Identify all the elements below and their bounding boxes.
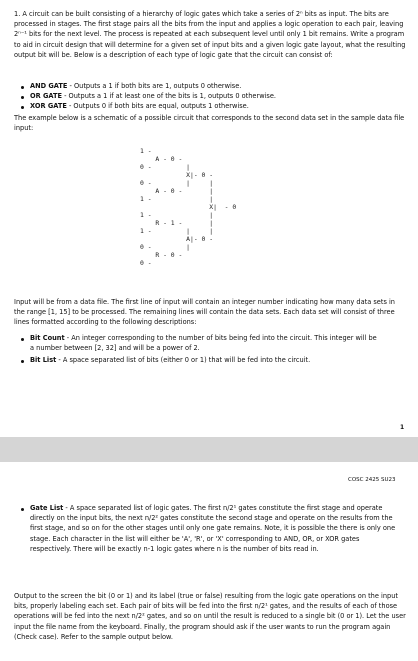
- bullet-icon: [21, 508, 24, 511]
- schematic-line: A - 0 -: [140, 155, 183, 163]
- bullet-icon: [21, 360, 24, 363]
- bullet-icon: [21, 96, 24, 99]
- bullet-icon: [21, 106, 24, 109]
- schematic-line: 0 - |: [140, 243, 191, 251]
- schematic-line: A - 0 - |: [140, 187, 214, 195]
- schematic-line: A|- 0 -: [140, 235, 214, 243]
- bit-count-item: Bit Count - An integer corresponding to the number of bits being fed into the circuit. This integer will be a number between [2, 32] and will be a power of 2.: [30, 334, 377, 353]
- example-intro: The example below is a schematic of a possible circuit that corresponds to the second data set in the sample data file input:: [14, 114, 405, 133]
- course-header: COSC 2425 SU23: [348, 477, 396, 483]
- bit-list-item: Bit List - A space separated list of bits (either 0 or 1) that will be fed into the circuit.: [30, 356, 311, 364]
- schematic-line: 1 -: [140, 147, 152, 155]
- schematic-line: X| - 0: [140, 203, 237, 211]
- circuit-schematic: [140, 147, 236, 267]
- schematic-line: 0 - | |: [140, 179, 214, 187]
- page-number: 1: [400, 424, 405, 431]
- schematic-line: 1 - |: [140, 211, 214, 219]
- schematic-line: 1 - | |: [140, 227, 214, 235]
- schematic-line: R - 0 -: [140, 251, 183, 259]
- bullet-icon: [21, 338, 24, 341]
- document-page-2: [0, 462, 418, 661]
- gate-xor-item: XOR GATE - Outputs 0 if both bits are equal, outputs 1 otherwise.: [30, 102, 249, 110]
- page-separator: [0, 437, 418, 462]
- output-description: Output to the screen the bit (0 or 1) and its label (true or false) resulting from the logic gate operations on the input bits, properly labeling each set. Each pair of bits will be fed into the first n/2¹ gates, and the results of each of those operations will be fed into the next n/2² gates, and so on until the result is reduced to a single bit (0 or 1). Let the user input the file name from the keyboard. Finally, the program should ask if the user wants to run the program again (Check case). Refer to the sample output below.: [14, 592, 406, 641]
- schematic-line: 1 - |: [140, 195, 214, 203]
- input-description: Input will be from a data file. The first line of input will contain an integer number indicating how many data sets in the range [1, 15] to be processed. The remaining lines will contain the data sets. Each data set will consist of three lines formatted according to the following descriptions:: [14, 298, 395, 327]
- schematic-line: X|- 0 -: [140, 171, 214, 179]
- schematic-line: 0 -: [140, 259, 152, 267]
- schematic-line: 0 - |: [140, 163, 191, 171]
- bullet-icon: [21, 86, 24, 89]
- gate-list-item: Gate List - A space separated list of logic gates. The first n/2¹ gates constitute the first stage and operate directly on the input bits, the next n/2² gates constitute the second stage and operate on the results from the first stage, and so on for the other stages until only one gate remains. Note, it is possible the there is only one stage. Each character in the list will either be 'A', 'R', or 'X' corresponding to AND, OR, or XOR gates respectively. There will be exactly n-1 logic gates where n is the number of bits read in.: [30, 504, 396, 553]
- gate-or-item: OR GATE - Outputs a 1 if at least one of the bits is 1, outputs 0 otherwise.: [30, 92, 277, 100]
- problem-intro: 1. A circuit can be built consisting of a hierarchy of logic gates which take a series of 2ⁿ bits as input. The bits are processed in stages. The first stage pairs all the bits from the input and applies a logic operation to each pair, leaving 2ⁿ⁻¹ bits for the next level. The process is repeated at each subsequent level until only 1 bit remains. Write a program to aid in circuit design that will determine for a given set of input bits and a given logic gate layout, what the resulting output bit will be. Below is a description of each type of logic gate that the circuit can consist of:: [14, 10, 406, 59]
- gate-and-item: AND GATE - Outputs a 1 if both bits are 1, outputs 0 otherwise.: [30, 82, 242, 90]
- schematic-line: R - 1 - |: [140, 219, 214, 227]
